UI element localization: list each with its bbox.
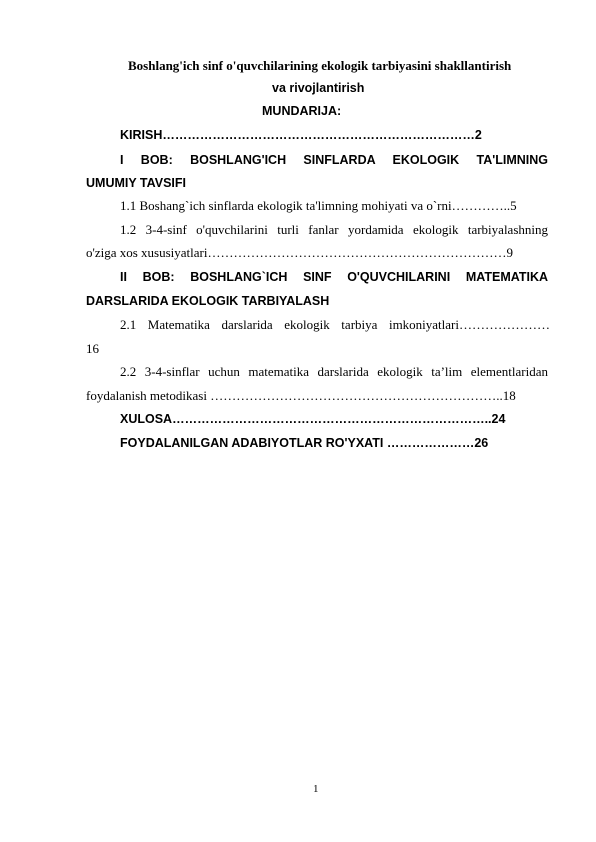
- toc-kirish: KIRISH…………………………………………………………………2: [120, 128, 482, 142]
- toc-section-2-1-line-2: 16: [86, 341, 99, 356]
- toc-section-1-2-line-2: o'ziga xos xususiyatlari……………………………………………………………9: [86, 245, 513, 260]
- toc-section-2-2-line-1: 2.2 3-4-sinflar uchun matematika darslarida ekologik ta’lim elementlaridan: [120, 364, 548, 379]
- toc-xulosa: XULOSA…………………………………………………………………..24: [120, 412, 506, 426]
- toc-bob1-line-1: I BOB: BOSHLANG'ICH SINFLARDA EKOLOGIK TA'LIMNING: [120, 153, 548, 167]
- toc-section-2-1-line-1: 2.1 Matematika darslarida ekologik tarbiya imkoniyatlari…………………: [120, 317, 550, 332]
- contents-heading: MUNDARIJA:: [262, 104, 342, 118]
- toc-section-1-1: 1.1 Boshang`ich sinflarda ekologik ta'limning mohiyati va o`rni…………..5: [120, 198, 517, 213]
- toc-adabiyotlar: FOYDALANILGAN ADABIYOTLAR RO'YXATI …………………26: [120, 436, 489, 450]
- toc-section-2-2-line-2: foydalanish metodikasi …………………………………………………………..18: [86, 388, 516, 403]
- toc-section-1-2-line-1: 1.2 3-4-sinf o'quvchilarini turli fanlar yordamida ekologik tarbiyalashning: [120, 222, 548, 237]
- toc-bob2-line-2: DARSLARIDA EKOLOGIK TARBIYALASH: [86, 294, 330, 308]
- page-number: 1: [313, 783, 319, 795]
- document-title-line-2: va rivojlantirish: [272, 81, 365, 95]
- document-title-line-1: Boshlang'ich sinf o'quvchilarining ekologik tarbiyasini shakllantirish: [128, 58, 512, 73]
- toc-bob1-line-2: UMUMIY TAVSIFI: [86, 176, 186, 190]
- toc-bob2-line-1: II BOB: BOSHLANG`ICH SINF O'QUVCHILARINI MATEMATIKA: [120, 270, 548, 284]
